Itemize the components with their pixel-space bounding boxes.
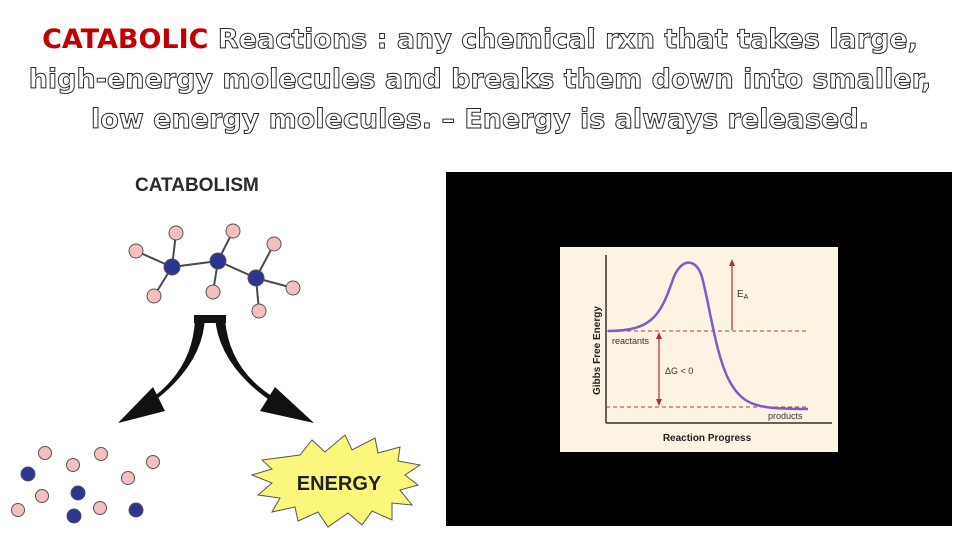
right-arrowhead: [260, 387, 314, 423]
free-energy-graph: [560, 247, 838, 452]
x-axis-label: Reaction Progress: [662, 433, 752, 444]
dark-atom: [210, 253, 226, 269]
title-line-3: low energy molecules. – Energy is always released.: [91, 104, 869, 135]
dark-atom: [248, 270, 264, 286]
delta-g-label: ΔG < 0: [665, 366, 694, 376]
light-atom: [129, 244, 143, 258]
light-atom: [122, 472, 135, 485]
catabolism-svg: [0, 165, 440, 540]
title-keyword: CATABOLIC: [42, 24, 209, 55]
ea-label: $E_A$: [737, 289, 749, 301]
light-atom: [67, 459, 80, 472]
light-atom: [286, 281, 300, 295]
left-arrowhead: [118, 387, 165, 423]
light-atom: [94, 502, 107, 515]
dark-atom: [71, 486, 85, 500]
light-atom: [95, 448, 108, 461]
title-line-2: high-energy molecules and breaks them down into smaller,: [28, 64, 932, 95]
light-atom: [12, 504, 25, 517]
ea-arrowhead: [729, 259, 735, 266]
dark-atom: [129, 503, 143, 517]
light-atom: [206, 285, 220, 299]
title-line-1: [0, 20, 960, 60]
light-atom: [267, 237, 281, 251]
split-arrows: [118, 315, 314, 423]
y-axis-label: Gibbs Free Energy: [592, 306, 603, 395]
title-line-1-rest: Reactions : any chemical rxn that takes large,: [208, 24, 918, 55]
slide-title: [0, 20, 960, 140]
products-label: products: [768, 411, 803, 421]
light-atom: [169, 226, 183, 240]
dark-atom: [67, 509, 81, 523]
light-atom: [147, 456, 160, 469]
light-atom: [39, 447, 52, 460]
catabolism-diagram: [0, 165, 440, 540]
delta-g-arrowhead-top: [656, 332, 662, 339]
reactants-label: reactants: [612, 336, 650, 346]
small-molecules: [12, 447, 160, 524]
light-atom: [36, 490, 49, 503]
dark-atom: [21, 467, 35, 481]
catabolism-heading: CATABOLISM: [135, 175, 259, 196]
delta-g-arrowhead-bottom: [656, 399, 662, 406]
light-atom: [226, 224, 240, 238]
dark-atom: [164, 259, 180, 275]
arrow-stem: [194, 315, 226, 323]
light-atom: [252, 304, 266, 318]
free-energy-svg: [560, 247, 838, 452]
light-atom: [147, 289, 161, 303]
large-molecule: [129, 224, 300, 318]
energy-label: ENERGY: [296, 473, 382, 495]
